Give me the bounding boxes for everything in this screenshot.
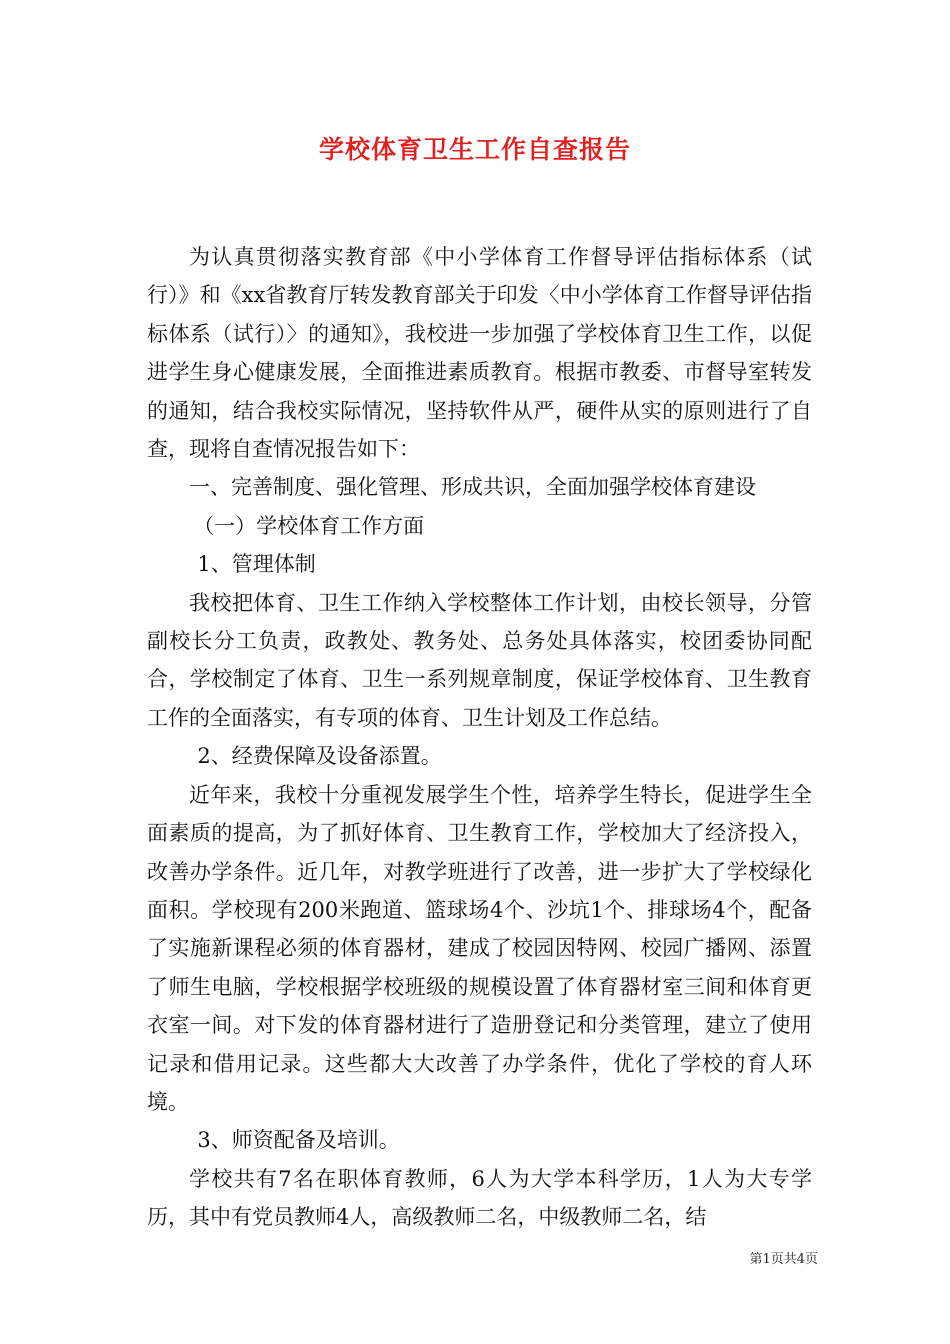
page-title: 学校体育卫生工作自查报告	[318, 135, 631, 164]
intro-paragraph: 为认真贯彻落实教育部《中小学体育工作督导评估指标体系（试行）》和《xx省教育厅转发教育部关于印发〈中小学体育工作督导评估指标体系（试行）〉的通知》，我校进一步加强了学校体育卫生工作，以促进学生身心健康发展，全面推进素质教育。根据市教委、市督导室转发的通知，结合我校实际情况，坚持软件从严，硬件从实的原则进行了自查，现将自查情况报告如下：	[147, 245, 812, 462]
management-paragraph: 我校把体育、卫生工作纳入学校整体工作计划，由校长领导，分管副校长分工负责，政教处、教务处、总务处具体落实，校团委协同配合，学校制定了体育、卫生一系列规章制度，保证学校体育、卫生教育工作的全面落实，有专项的体育、卫生计划及工作总结。	[147, 590, 812, 730]
page-number: 第1页共4页	[749, 1252, 818, 1267]
section-heading: 一、完善制度、强化管理、形成共识，全面加强学校体育建设	[189, 475, 756, 500]
item-heading-management: 1、管理体制	[197, 552, 316, 577]
item-heading-funding: 2、经费保障及设备添置。	[197, 744, 442, 769]
teachers-paragraph: 学校共有7名在职体育教师，6人为大学本科学历，1人为大专学历，其中有党员教师4人，高级教师二名，中级教师二名，结	[147, 1166, 812, 1230]
item-heading-teachers: 3、师资配备及培训。	[197, 1128, 400, 1153]
document-body	[147, 238, 812, 1237]
funding-paragraph: 近年来，我校十分重视发展学生个性，培养学生特长，促进学生全面素质的提高，为了抓好体育、卫生教育工作，学校加大了经济投入，改善办学条件。近几年，对教学班进行了改善，进一步扩大了学校绿化面积。学校现有200米跑道、篮球场4个、沙坑1个、排球场4个，配备了实施新课程必须的体育器材，建成了校园因特网、校园广播网、添置了师生电脑，学校根据学校班级的规模设置了体育器材室三间和体育更衣室一间。对下发的体育器材进行了造册登记和分类管理，建立了使用记录和借用记录。这些都大大改善了办学条件，优化了学校的育人环境。	[147, 782, 812, 1114]
subsection-heading: （一）学校体育工作方面	[193, 513, 425, 538]
